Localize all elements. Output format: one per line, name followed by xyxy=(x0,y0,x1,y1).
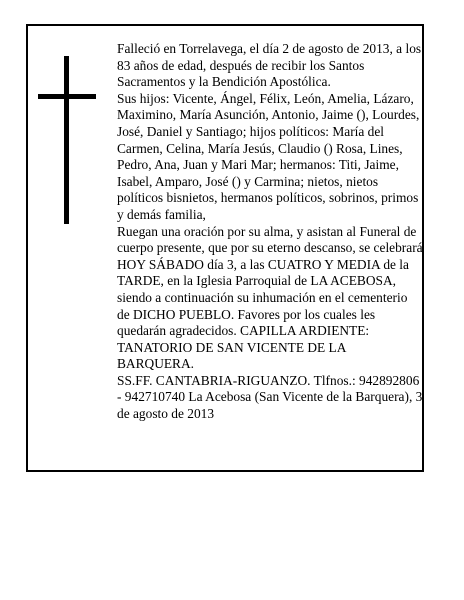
obituary-notice xyxy=(26,24,424,472)
notice-text xyxy=(117,41,423,423)
funeral-details-paragraph: Ruegan una oración por su alma, y asistan al Funeral de cuerpo presente, que por su eterno descanso, se celebrará HOY SÁBADO día 3, a las CUATRO Y MEDIA de la TARDE, en la Iglesia Parroquial de LA ACEBOSA, siendo a continuación su inhumación en el cementerio de DICHO PUEBLO. Favores por los cuales les quedarán agradecidos. CAPILLA ARDIENTE: TANATORIO DE SAN VICENTE DE LA BARQUERA. xyxy=(117,223,423,372)
family-paragraph: Sus hijos: Vicente, Ángel, Félix, León, Amelia, Lázaro, Maximino, María Asunción, Antonio, Jaime (), Lourdes, José, Daniel y Santiago; hijos políticos: María del Carmen, Celina, María Jesús, Claudio () Rosa, Lines, Pedro, Ana, Juan y Mari Mar; hermanos: Titi, Jaime, Isabel, Amparo, José () y Carmina; nietos, nietos políticos bisnietos, hermanos políticos, sobrinos, primos y demás familia, xyxy=(117,90,420,222)
cross-icon xyxy=(38,56,96,224)
funeral-home-paragraph: SS.FF. CANTABRIA-RIGUANZO. Tlfnos.: 942892806 - 942710740 La Acebosa (San Vicente de la Barquera), 3 de agosto de 2013 xyxy=(117,372,423,422)
death-announcement-paragraph: Falleció en Torrelavega, el día 2 de agosto de 2013, a los 83 años de edad, después de recibir los Santos Sacramentos y la Bendición Apostólica. xyxy=(117,41,422,90)
